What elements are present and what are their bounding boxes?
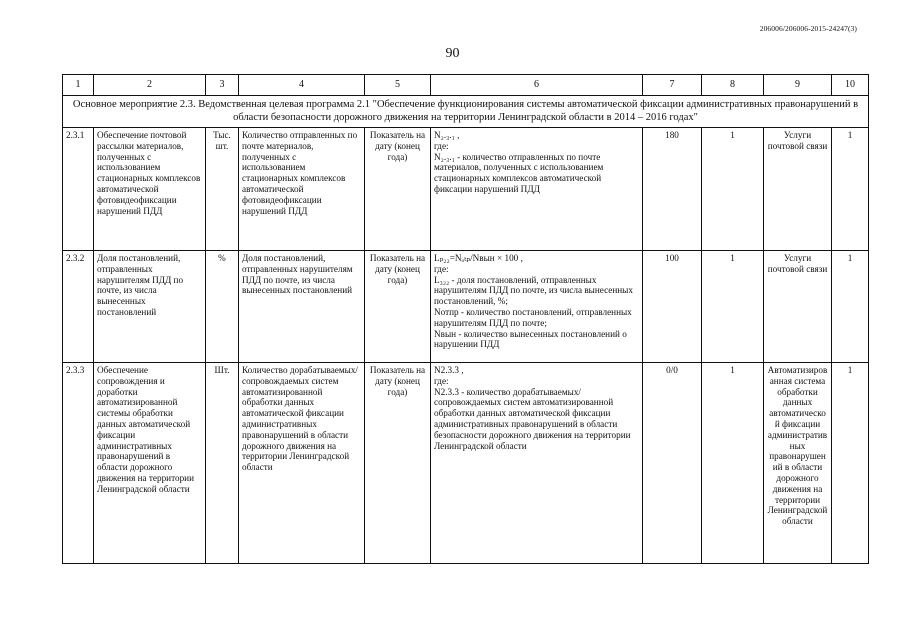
indicator-basis: Показатель на дату (конец года)	[365, 128, 431, 251]
column-header: 1	[63, 75, 94, 96]
page-number: 90	[445, 46, 460, 61]
indicators-table	[62, 74, 869, 564]
row-number: 2.3.2	[63, 251, 94, 363]
data-source: Автоматизированная система обработки данных автоматической фиксации административных правонарушений в области дорожного движения на территории Ленинградской области	[764, 363, 832, 564]
document-reference: 206006/206006-2015-24247(3)	[759, 24, 857, 33]
column-8-value: 1	[702, 251, 764, 363]
indicator-basis: Показатель на дату (конец года)	[365, 363, 431, 564]
indicator-name: Количество отправленных по почте материалов, полученных с использованием стационарных комплексов автоматической фотовидеофиксации нарушений ПДД	[239, 128, 365, 251]
target-value: 100	[643, 251, 702, 363]
data-source: Услуги почтовой связи	[764, 251, 832, 363]
indicator-name: Доля постановлений, отправленных нарушителям ПДД по почте, из числа вынесенных постановлений	[239, 251, 365, 363]
column-header: 7	[643, 75, 702, 96]
column-header: 4	[239, 75, 365, 96]
indicator-name: Количество дорабатываемых/ сопровождаемых систем автоматизированной обработки данных автоматической фиксации административных правонарушений в области дорожного движения на территории Ленинградской области	[239, 363, 365, 564]
column-number-row	[63, 75, 869, 96]
column-header: 9	[764, 75, 832, 96]
unit: %	[206, 251, 239, 363]
calculation-formula: N2.3.3 , где: N2.3.3 - количество дорабатываемых/ сопровождаемых систем автоматизированной обработки данных автоматической фиксации административных правонарушений в области безопасности дорожного движения на территории Ленинградской области	[431, 363, 643, 564]
section-row	[63, 96, 869, 128]
column-header: 8	[702, 75, 764, 96]
table-row	[63, 251, 869, 363]
column-header: 5	[365, 75, 431, 96]
column-header: 3	[206, 75, 239, 96]
calculation-formula: Lₚ₂₂=Nₒₜₚ/Nвын × 100 , где: L₃₂₂ - доля постановлений, отправленных нарушителям ПДД по почте, из числа вынесенных постановлений, %; Nотпр - количество постановлений, отправленных нарушителям ПДД по почте; Nвын - количество вынесенных постановлений о нарушении ПДД	[431, 251, 643, 363]
indicator-basis: Показатель на дату (конец года)	[365, 251, 431, 363]
column-header: 10	[832, 75, 869, 96]
column-10-value: 1	[832, 363, 869, 564]
row-number: 2.3.1	[63, 128, 94, 251]
column-10-value: 1	[832, 251, 869, 363]
table-row	[63, 363, 869, 564]
column-8-value: 1	[702, 128, 764, 251]
target-value: 0/0	[643, 363, 702, 564]
target-value: 180	[643, 128, 702, 251]
measure-name: Обеспечение сопровождения и доработки автоматизированной системы обработки данных автоматической фиксации административных правонарушений в области дорожного движения на территории Ленинградской области	[94, 363, 206, 564]
data-source: Услуги почтовой связи	[764, 128, 832, 251]
column-8-value: 1	[702, 363, 764, 564]
measure-name: Доля постановлений, отправленных нарушителям ПДД по почте, из числа вынесенных постановлений	[94, 251, 206, 363]
table-row	[63, 128, 869, 251]
unit: Тыс. шт.	[206, 128, 239, 251]
column-header: 6	[431, 75, 643, 96]
unit: Шт.	[206, 363, 239, 564]
measure-name: Обеспечение почтовой рассылки материалов, полученных с использованием стационарных комплексов автоматической фотовидеофиксации нарушений ПДД	[94, 128, 206, 251]
row-number: 2.3.3	[63, 363, 94, 564]
calculation-formula: N₂.₃.₁ , где: N₂.₃.₁ - количество отправленных по почте материалов, полученных с использованием стационарных комплексов автоматической фиксации нарушений ПДД	[431, 128, 643, 251]
section-title: Основное мероприятие 2.3. Ведомственная целевая программа 2.1 "Обеспечение функционирования системы автоматической фиксации административных правонарушений в области безопасности дорожного движения на территории Ленинградской области в 2014 – 2016 годах"	[63, 96, 869, 128]
column-header: 2	[94, 75, 206, 96]
column-10-value: 1	[832, 128, 869, 251]
